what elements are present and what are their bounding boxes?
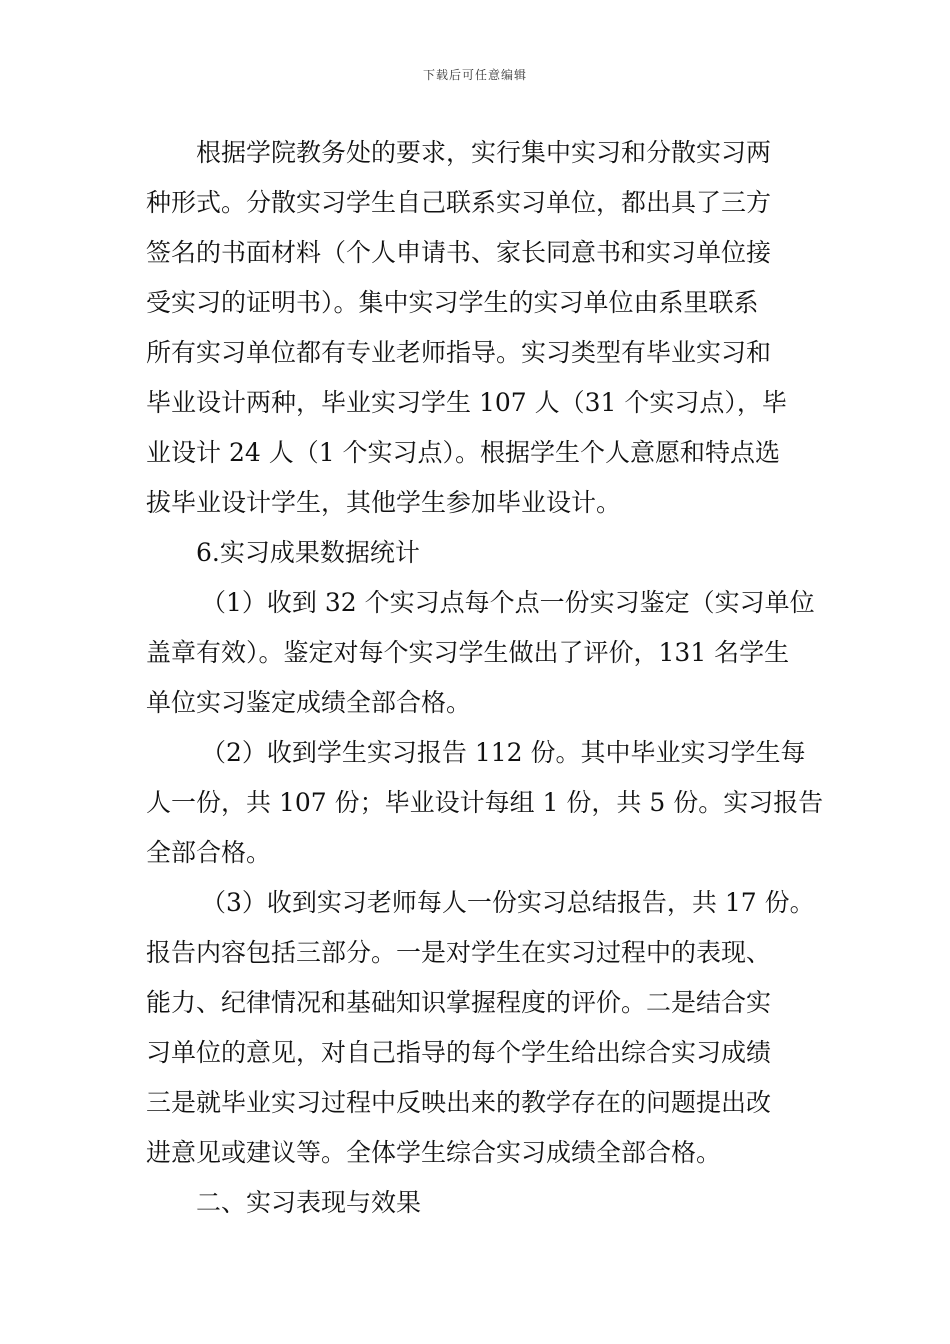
text-line: 三是就毕业实习过程中反映出来的教学存在的问题提出改 — [146, 1088, 772, 1117]
page-header: 下载后可任意编辑 — [422, 68, 527, 82]
text-line: 毕业设计两种，毕业实习学生 107 人（31 个实习点），毕 — [146, 388, 787, 417]
text-line: 习单位的意见，对自己指导的每个学生给出综合实习成绩 — [146, 1038, 772, 1067]
section-heading-statistics — [146, 528, 808, 578]
section-heading-performance — [146, 1178, 808, 1228]
text-line: 盖章有效）。鉴定对每个实习学生做出了评价，131 名学生 — [146, 638, 790, 667]
heading-text: 6.实习成果数据统计 — [196, 538, 420, 567]
text-line: 签名的书面材料（个人申请书、家长同意书和实习单位接 — [146, 238, 772, 267]
text-line: 人一份，共 107 份；毕业设计每组 1 份，共 5 份。实习报告 — [146, 788, 824, 817]
text-line: 业设计 24 人（1 个实习点）。根据学生个人意愿和特点选 — [146, 438, 781, 467]
paragraph-appraisals — [146, 578, 815, 728]
text-line: 所有实习单位都有专业老师指导。实习类型有毕业实习和 — [146, 338, 772, 367]
heading-text: 二、实习表现与效果 — [196, 1188, 422, 1217]
text-line: 全部合格。 — [146, 838, 272, 867]
text-line: 种形式。分散实习学生自己联系实习单位，都出具了三方 — [146, 188, 772, 217]
text-line: 拔毕业设计学生，其他学生参加毕业设计。 — [146, 488, 622, 517]
text-line: 根据学院教务处的要求，实行集中实习和分散实习两 — [196, 138, 772, 167]
text-line: 能力、纪律情况和基础知识掌握程度的评价。二是结合实 — [146, 988, 772, 1017]
text-line: （1）收到 32 个实习点每个点一份实习鉴定（实习单位 — [201, 588, 815, 617]
paragraph-teacher-reports — [146, 878, 815, 1178]
text-line: 受实习的证明书）。集中实习学生的实习单位由系里联系 — [146, 288, 759, 317]
text-line: 进意见或建议等。全体学生综合实习成绩全部合格。 — [146, 1138, 722, 1167]
document-body — [146, 128, 824, 1228]
paragraph-reports — [146, 728, 824, 878]
paragraph-internship-forms — [146, 128, 808, 528]
text-line: （3）收到实习老师每人一份实习总结报告，共 17 份。 — [201, 888, 815, 917]
text-line: （2）收到学生实习报告 112 份。其中毕业实习学生每 — [201, 738, 806, 767]
text-line: 单位实习鉴定成绩全部合格。 — [146, 688, 472, 717]
text-line: 报告内容包括三部分。一是对学生在实习过程中的表现、 — [146, 938, 772, 967]
